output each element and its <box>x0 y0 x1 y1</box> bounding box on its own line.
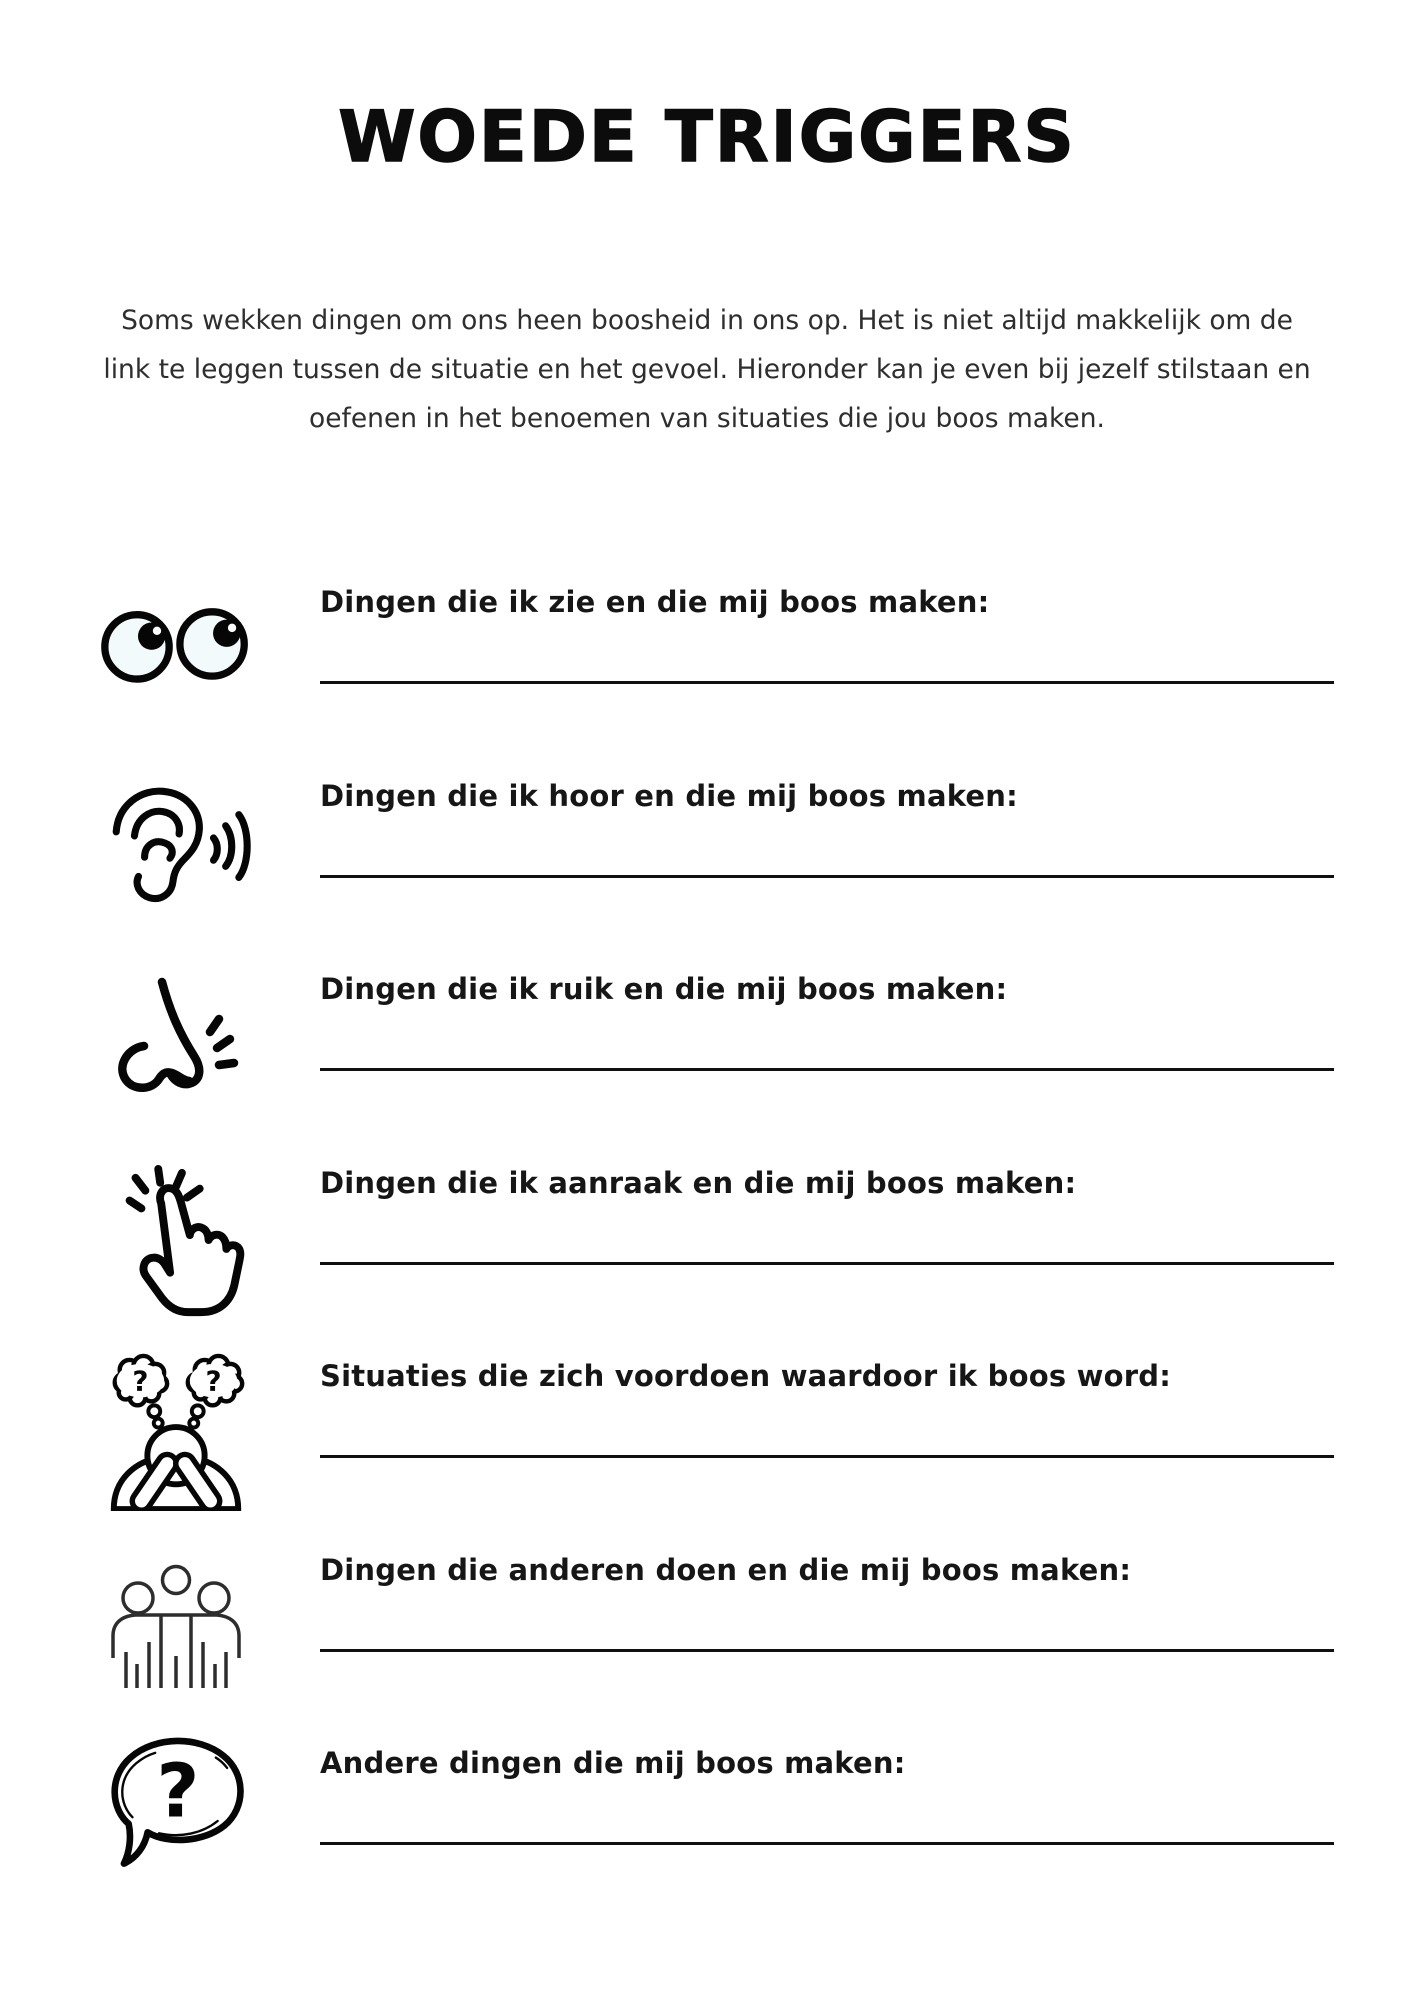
answer-line <box>320 875 1334 878</box>
trigger-row-hearing <box>0 779 1414 973</box>
trigger-label: Situaties die zich voordoen waardoor ik boos word: <box>320 1359 1171 1393</box>
intro-line-2: link te leggen tussen de situatie en het gevoel. Hieronder kan je even bij jezelf stilstaan en <box>103 354 1311 385</box>
answer-line <box>320 1649 1334 1652</box>
page-title: WOEDE TRIGGERS <box>338 96 1076 178</box>
people-icon <box>96 1555 256 1707</box>
trigger-row-situations <box>0 1359 1414 1553</box>
trigger-row-smell <box>0 972 1414 1166</box>
trigger-label: Dingen die ik hoor en die mij boos maken: <box>320 778 1018 813</box>
trigger-row-touch <box>0 1166 1414 1360</box>
confused-person-icon <box>96 1353 256 1505</box>
intro-line-3: oefenen in het benoemen van situaties die jou boos maken. <box>309 403 1105 434</box>
svg-text:?: ? <box>156 1748 200 1835</box>
intro-line-1: Soms wekken dingen om ons heen boosheid in ons op. Het is niet altijd makkelijk om de <box>121 305 1293 336</box>
trigger-row-others <box>0 1553 1414 1747</box>
intro-paragraph <box>0 296 1414 443</box>
answer-line <box>320 681 1334 684</box>
svg-text:?: ? <box>205 1364 222 1398</box>
nose-icon <box>96 974 256 1126</box>
answer-line <box>320 1068 1334 1071</box>
trigger-label: Dingen die ik zie en die mij boos maken: <box>320 585 990 619</box>
question-bubble-icon <box>96 1732 256 1884</box>
trigger-label: Andere dingen die mij boos maken: <box>320 1746 906 1780</box>
trigger-list <box>0 585 1414 1940</box>
svg-text:?: ? <box>132 1364 149 1398</box>
touch-icon <box>96 1164 256 1316</box>
trigger-label: Dingen die anderen doen en die mij boos maken: <box>320 1552 1132 1587</box>
trigger-row-other <box>0 1746 1414 1940</box>
trigger-row-sight <box>0 585 1414 779</box>
answer-line <box>320 1842 1334 1845</box>
ear-icon <box>96 781 256 933</box>
answer-line <box>320 1262 1334 1265</box>
trigger-label: Dingen die ik ruik en die mij boos maken: <box>320 972 1008 1006</box>
eyes-icon <box>96 601 256 753</box>
trigger-label: Dingen die ik aanraak en die mij boos maken: <box>320 1165 1077 1200</box>
answer-line <box>320 1455 1334 1458</box>
